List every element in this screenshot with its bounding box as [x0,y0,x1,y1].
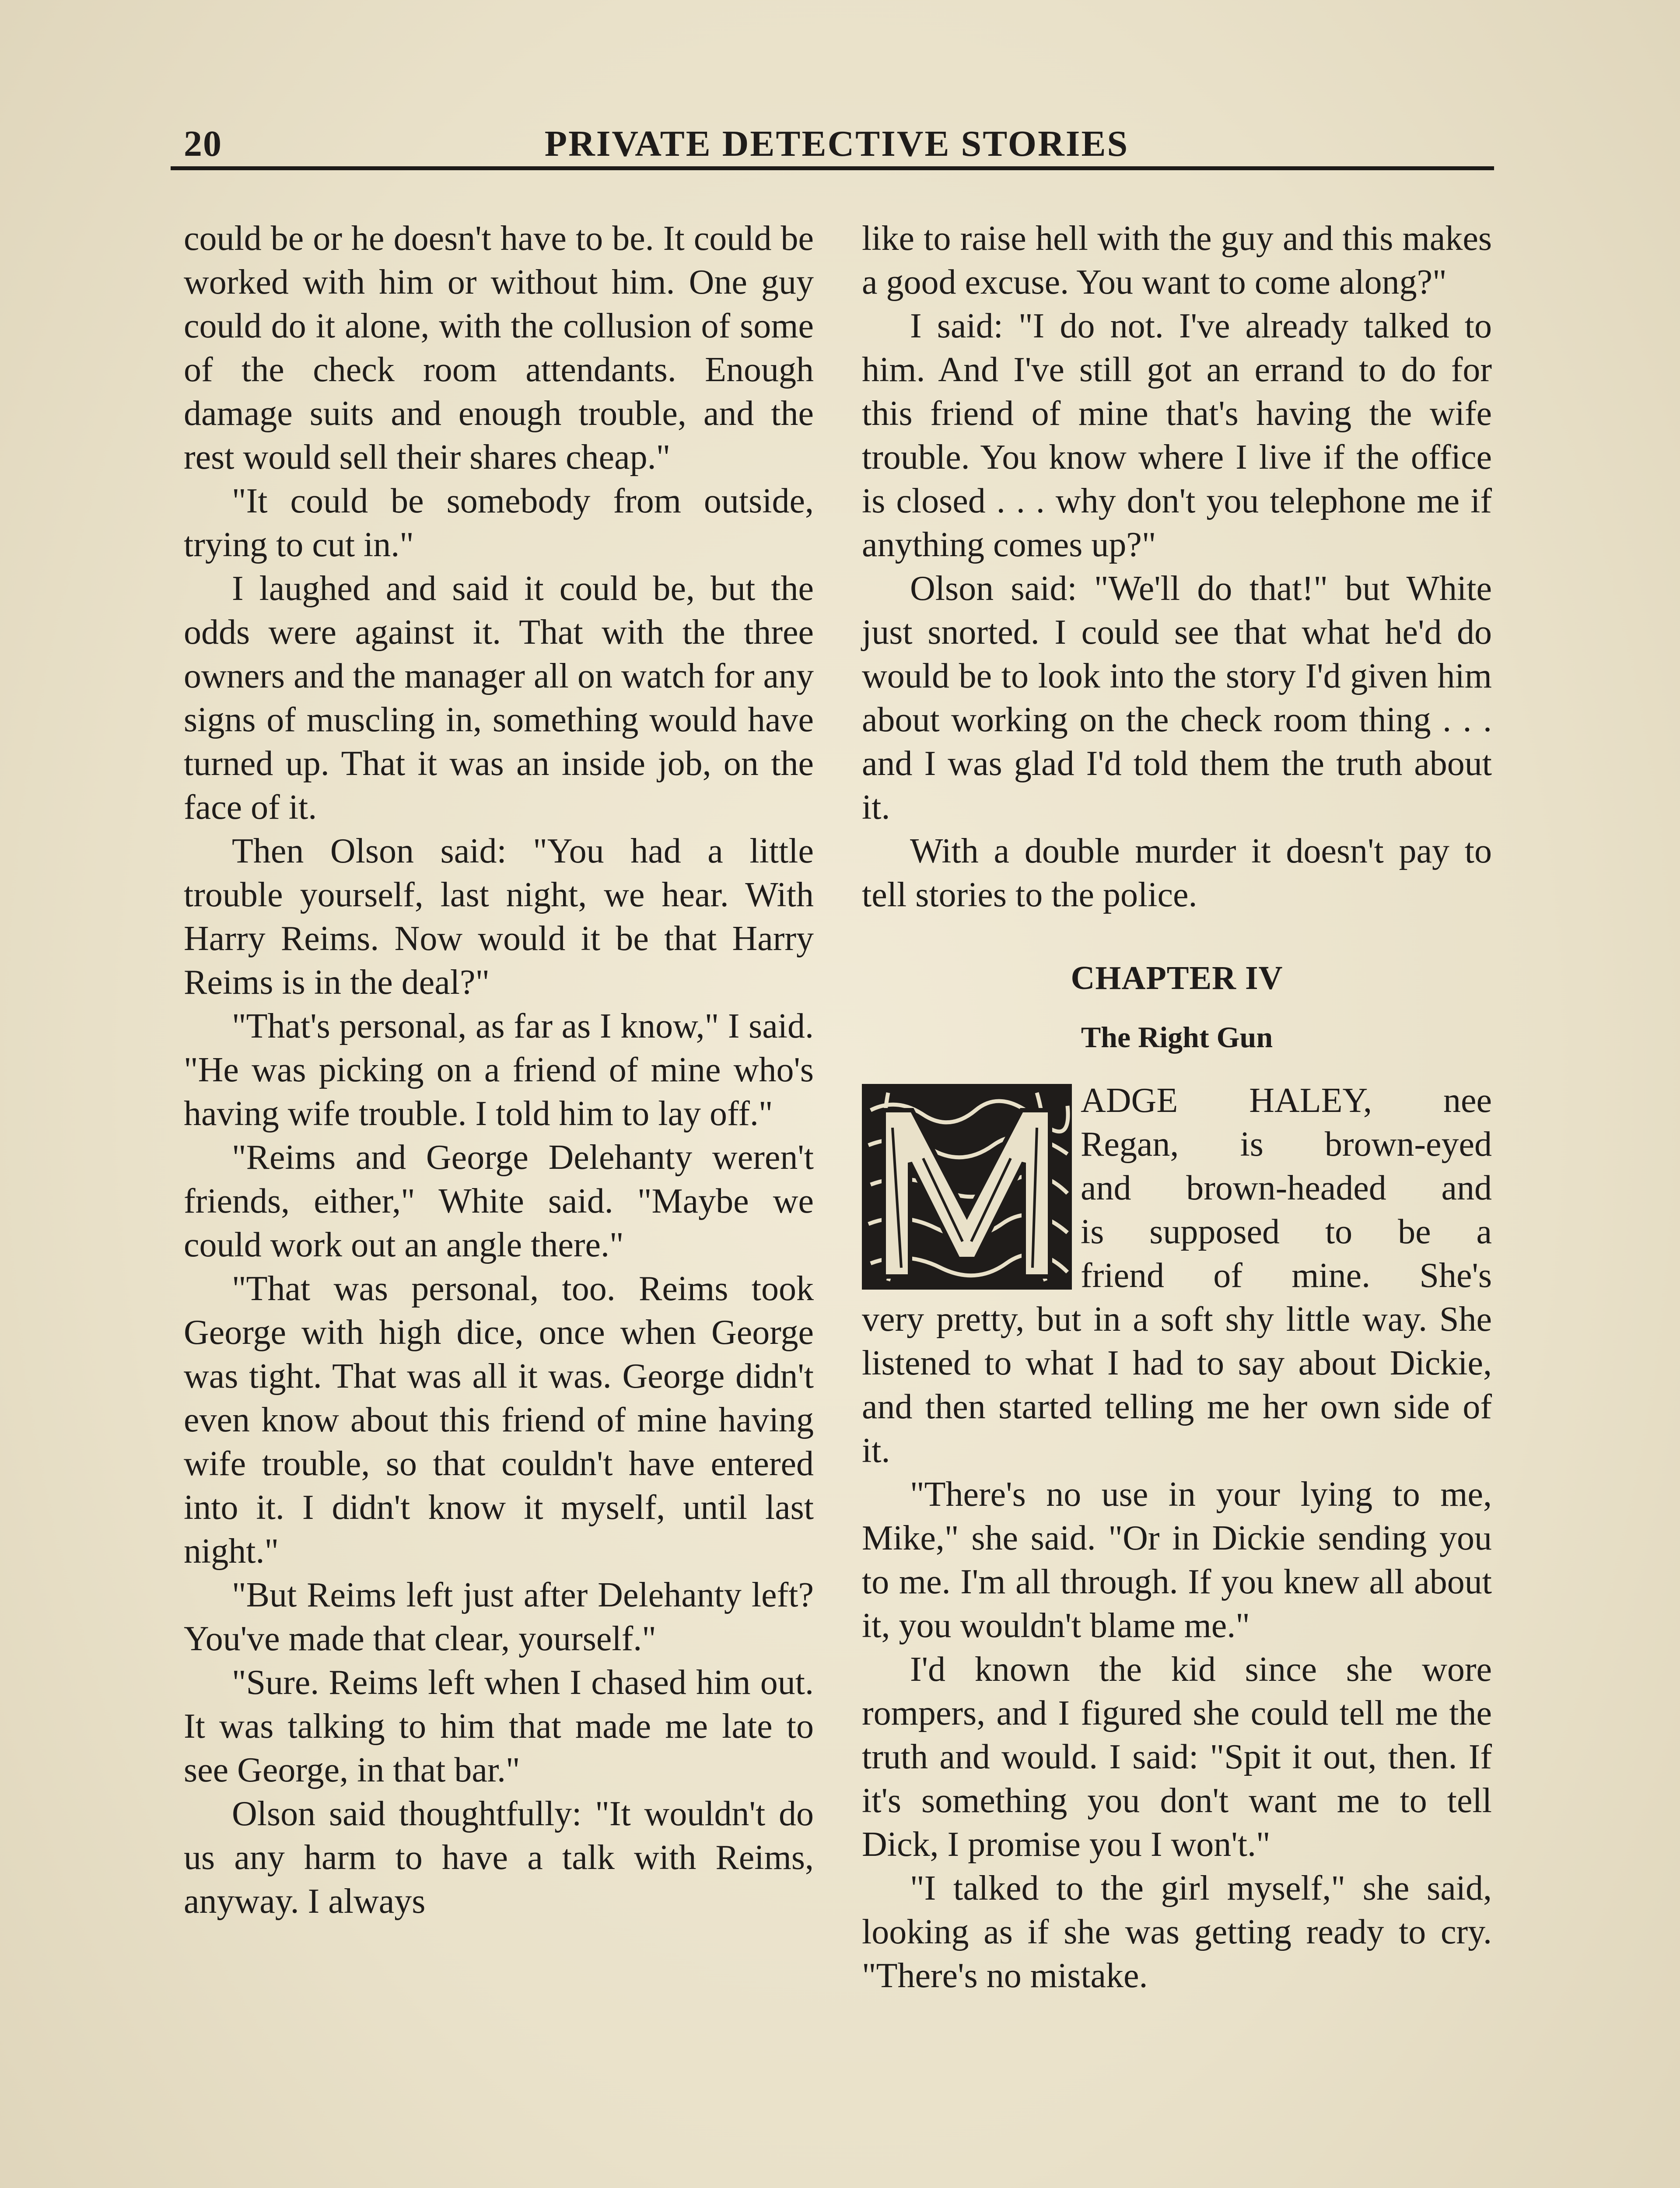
paragraph: like to raise hell with the guy and this makes a good excuse. You want to come along?" [862,219,1492,302]
chapter-subtitle: The Right Gun [1081,1020,1273,1054]
dropcap-block [862,1079,1492,1297]
paragraph: I said: "I do not. I've already talked to him. And I've still got an errand to do for this friend of mine that's having the wife trouble. You know where I live if the office is closed . . . why don't you telephone me if anything comes up?" [862,307,1492,564]
paragraph: "But Reims left just after Delehanty left? You've made that clear, yourself." [184,1576,814,1658]
paragraph: "Sure. Reims left when I chased him out. It was talking to him that made me late to see George, in that bar." [184,1663,814,1789]
dropcap-line: is supposed to be a [1081,1213,1492,1251]
left-column [184,217,814,1923]
paragraph: "It could be somebody from outside, trying to cut in." [184,482,814,564]
dropcap-line: and brown-headed and [1081,1169,1492,1207]
page-header [184,114,1490,162]
paragraph: Then Olson said: "You had a little trouble yourself, last night, we hear. With Harry Reims. Now would it be that Harry Reims is in the deal?" [184,832,814,1002]
paragraph: With a double murder it doesn't pay to tell stories to the police. [862,832,1492,914]
running-title: PRIVATE DETECTIVE STORIES [544,123,1129,164]
paragraph: very pretty, but in a soft shy little way. She listened to what I had to say about Dickie, and then started telling me her own side of it. [862,1300,1492,1470]
ornamental-initial-icon [862,1084,1072,1290]
paragraph: Olson said thoughtfully: "It wouldn't do us any harm to have a talk with Reims, anyway. I always [184,1795,814,1921]
paragraph: "There's no use in your lying to me, Mike," she said. "Or in Dickie sending you to me. I'm all through. If you knew all about it, you wouldn't blame me." [862,1475,1492,1645]
paragraph: "Reims and George Delehanty weren't friends, either," White said. "Maybe we could work out an angle there." [184,1138,814,1264]
dropcap-line: friend of mine. She's [1081,1256,1492,1295]
header-rule [171,166,1494,170]
right-column [862,217,1492,1998]
paragraph: "I talked to the girl myself," she said, looking as if she was getting ready to cry. "There's no mistake. [862,1869,1492,1995]
paragraph: could be or he doesn't have to be. It could be worked with him or without him. One guy could do it alone, with the collusion of some of the check room attendants. Enough damage suits and enough trouble, and the rest would sell their shares cheap." [184,219,814,477]
paragraph: I laughed and said it could be, but the odds were against it. That with the three owners and the manager all on watch for any signs of muscling in, something would have turned up. That it was an inside job, on the face of it. [184,569,814,827]
paragraph: I'd known the kid since she wore rompers, and I figured she could tell me the truth and would. I said: "Spit it out, then. If it's something you don't want me to tell Dick, I promise you I won't." [862,1650,1492,1864]
chapter-heading: CHAPTER IV [1071,960,1283,996]
paragraph: Olson said: "We'll do that!" but White just snorted. I could see that what he'd do would be to look into the story I'd given him about working on the check room thing . . . and I was glad I'd told them the truth about it. [862,569,1492,827]
dropcap-line: ADGE HALEY, nee [1081,1081,1492,1120]
dropcap-text [1081,1079,1492,1297]
paragraph: "That's personal, as far as I know," I said. "He was picking on a friend of mine who's having wife trouble. I told him to lay off." [184,1007,814,1133]
dropcap-line: Regan, is brown-eyed [1081,1125,1492,1164]
dropcap-ornament [862,1084,1072,1290]
page-number: 20 [184,123,222,164]
paragraph: "That was personal, too. Reims took George with high dice, once when George was tight. That was all it was. George didn't even know about this friend of mine having wife trouble, so that couldn't have entered into it. I didn't know it myself, until last night." [184,1269,814,1571]
